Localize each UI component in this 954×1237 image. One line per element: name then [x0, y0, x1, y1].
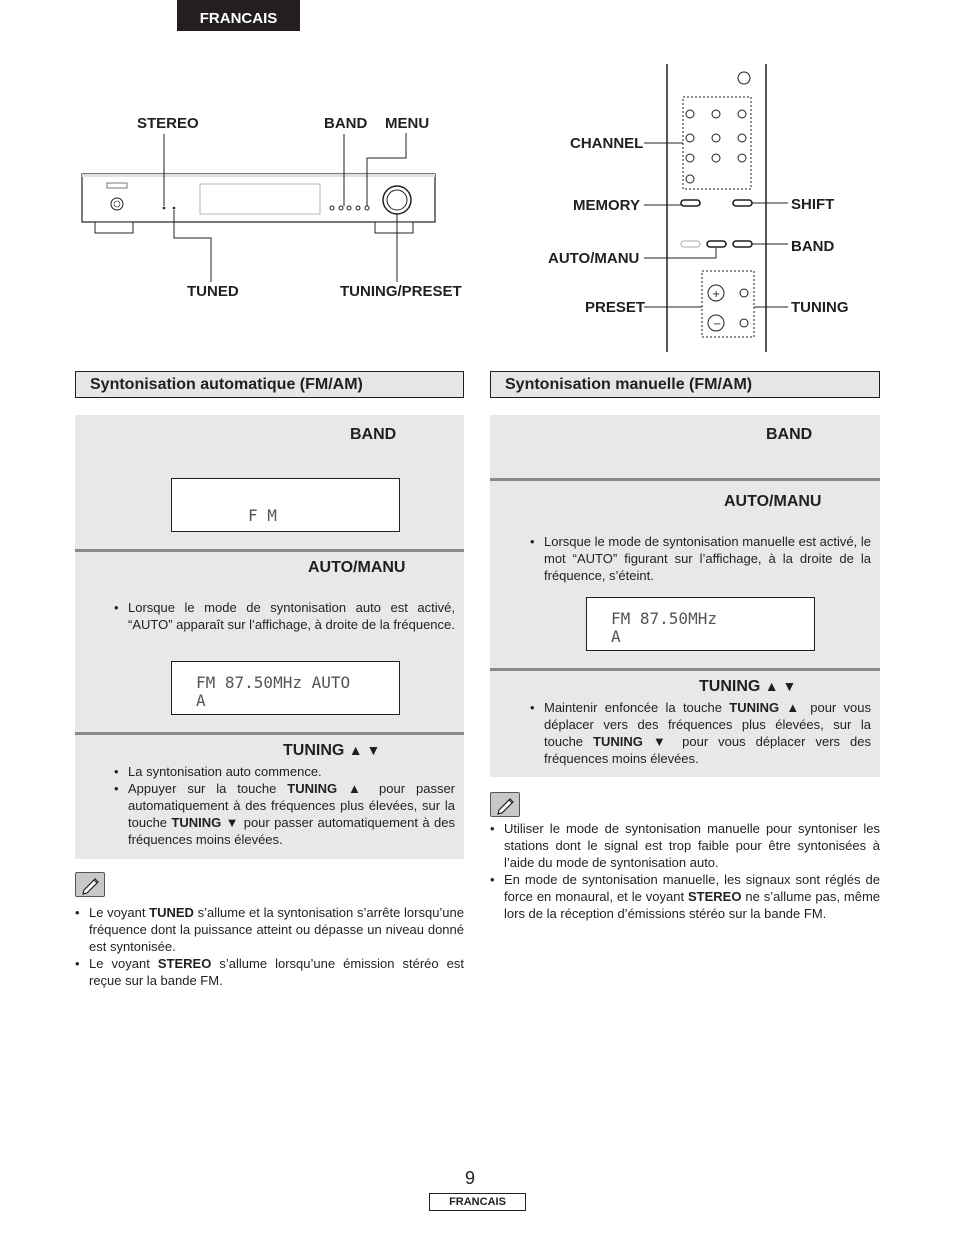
tuning-notes — [530, 699, 871, 767]
step-tuning-label — [699, 678, 796, 696]
text: pour passer automatiquement à des fréquences plus élevées, sur la touche — [128, 781, 456, 830]
memory-label: MEMORY — [573, 197, 640, 214]
step-divider — [75, 549, 464, 552]
step-divider — [75, 732, 464, 735]
tuned-label: TUNED — [187, 283, 239, 300]
text: pour vous déplacer vers des fréquences moins élevées. — [544, 734, 871, 766]
language-tab: FRANCAIS — [177, 0, 300, 31]
step-band-label: BAND — [766, 426, 813, 443]
list-item — [75, 955, 464, 989]
lcd-line-2: A — [196, 691, 206, 710]
front-panel-diagram — [75, 110, 475, 310]
remote-band-label: BAND — [791, 238, 835, 255]
auto-steps-panel — [75, 415, 464, 859]
step-divider — [490, 478, 880, 481]
step-auto-manu-label: AUTO/MANU — [308, 559, 406, 576]
step-divider — [490, 668, 880, 671]
list-item — [114, 780, 455, 848]
key-text: TUNING ▲ — [287, 781, 369, 796]
tuning-arrows: ▲ ▼ — [764, 678, 797, 694]
tuning-label: TUNING — [791, 299, 849, 316]
lcd-line-1: FM 87.50MHz AUTO — [196, 673, 351, 692]
text: pour vous déplacer vers des fréquences plus élevées, sur la touche — [544, 700, 872, 749]
text: s’allume et la syntonisation s’arrête lorsqu’une fréquence dont la puissance atteint ou dépasse un niveau donné est syntonisée. — [89, 905, 464, 954]
step-tuning-label — [283, 742, 380, 760]
key-text: TUNING ▲ — [729, 700, 803, 715]
svg-text:+: + — [712, 289, 721, 300]
tuner-front-panel-drawing — [75, 110, 475, 310]
lcd-display-band: F M — [171, 478, 400, 532]
auto-notes-list — [75, 904, 464, 989]
svg-text:−: − — [713, 319, 722, 330]
text: pour passer automatiquement à des fréquences moins élevées. — [128, 815, 455, 847]
band-label: BAND — [324, 115, 368, 132]
text: En mode de syntonisation manuelle, les signaux sont réglés de force en monaural, et le voyant — [504, 872, 880, 904]
text: Appuyer sur la touche — [128, 781, 288, 796]
menu-label: MENU — [385, 115, 430, 132]
step-band-label: BAND — [350, 426, 397, 443]
tuning-arrows: ▲ ▼ — [348, 742, 381, 758]
key-text: TUNING ▼ — [593, 734, 673, 749]
text: ne s’allume pas, même lors de la réception d’émissions stéréo sur la bande FM. — [504, 889, 881, 921]
pencil-note-icon — [490, 792, 520, 817]
stereo-label: STEREO — [137, 115, 199, 132]
pencil-note-icon — [75, 872, 105, 897]
lcd-display-manual — [586, 597, 815, 651]
text: Le voyant — [89, 905, 150, 920]
key-text: TUNING ▼ — [171, 815, 240, 830]
list-item — [530, 699, 871, 767]
page-number: 9 — [465, 1168, 476, 1188]
list-item: • Utiliser le mode de syntonisation manuelle pour syntoniser les stations dont le signal est trop faible pour être syntonisées à l’aide du mode de syntonisation auto. — [490, 820, 880, 871]
text: Maintenir enfoncée la touche — [544, 700, 730, 715]
footer-language-tab: FRANCAIS — [429, 1193, 526, 1211]
list-item — [75, 904, 464, 955]
key-text: STEREO — [688, 889, 742, 904]
tuning-preset-label: TUNING/PRESET — [340, 283, 462, 300]
remote-diagram — [540, 64, 860, 354]
tuning-text: TUNING — [699, 678, 761, 695]
key-text: STEREO — [157, 956, 212, 971]
list-item — [490, 871, 880, 922]
list-item: • La syntonisation auto commence. — [114, 763, 455, 780]
text: s’allume lorsqu’une émission stéréo est reçue sur la bande FM. — [89, 956, 464, 988]
shift-label: SHIFT — [791, 196, 835, 213]
tuning-text: TUNING — [283, 742, 345, 759]
lcd-display-auto — [171, 661, 400, 715]
channel-label: CHANNEL — [570, 135, 644, 152]
list-item: • Lorsque le mode de syntonisation manuelle est activé, le mot “AUTO” figurant sur l’affichage, à la droite de la fréquence, s’éteint. — [530, 533, 871, 584]
list-item: • Lorsque le mode de syntonisation auto est activé, “AUTO” apparaît sur l’affichage, à droite de la fréquence. — [114, 599, 455, 633]
tuning-notes — [114, 763, 455, 848]
auto-manu-label: AUTO/MANU — [548, 250, 640, 267]
lcd-line-1: FM 87.50MHz — [611, 609, 717, 628]
step-auto-manu-label: AUTO/MANU — [724, 493, 822, 510]
section-title-manual: Syntonisation manuelle (FM/AM) — [490, 371, 880, 398]
auto-manu-notes — [114, 599, 455, 633]
lcd-line-2: A — [611, 627, 621, 646]
manual-steps-panel — [490, 415, 880, 777]
text: Le voyant — [89, 956, 158, 971]
auto-manu-notes — [530, 533, 871, 584]
preset-label: PRESET — [585, 299, 646, 316]
section-title-auto: Syntonisation automatique (FM/AM) — [75, 371, 464, 398]
key-text: TUNED — [149, 905, 194, 920]
manual-notes-list — [490, 820, 880, 922]
